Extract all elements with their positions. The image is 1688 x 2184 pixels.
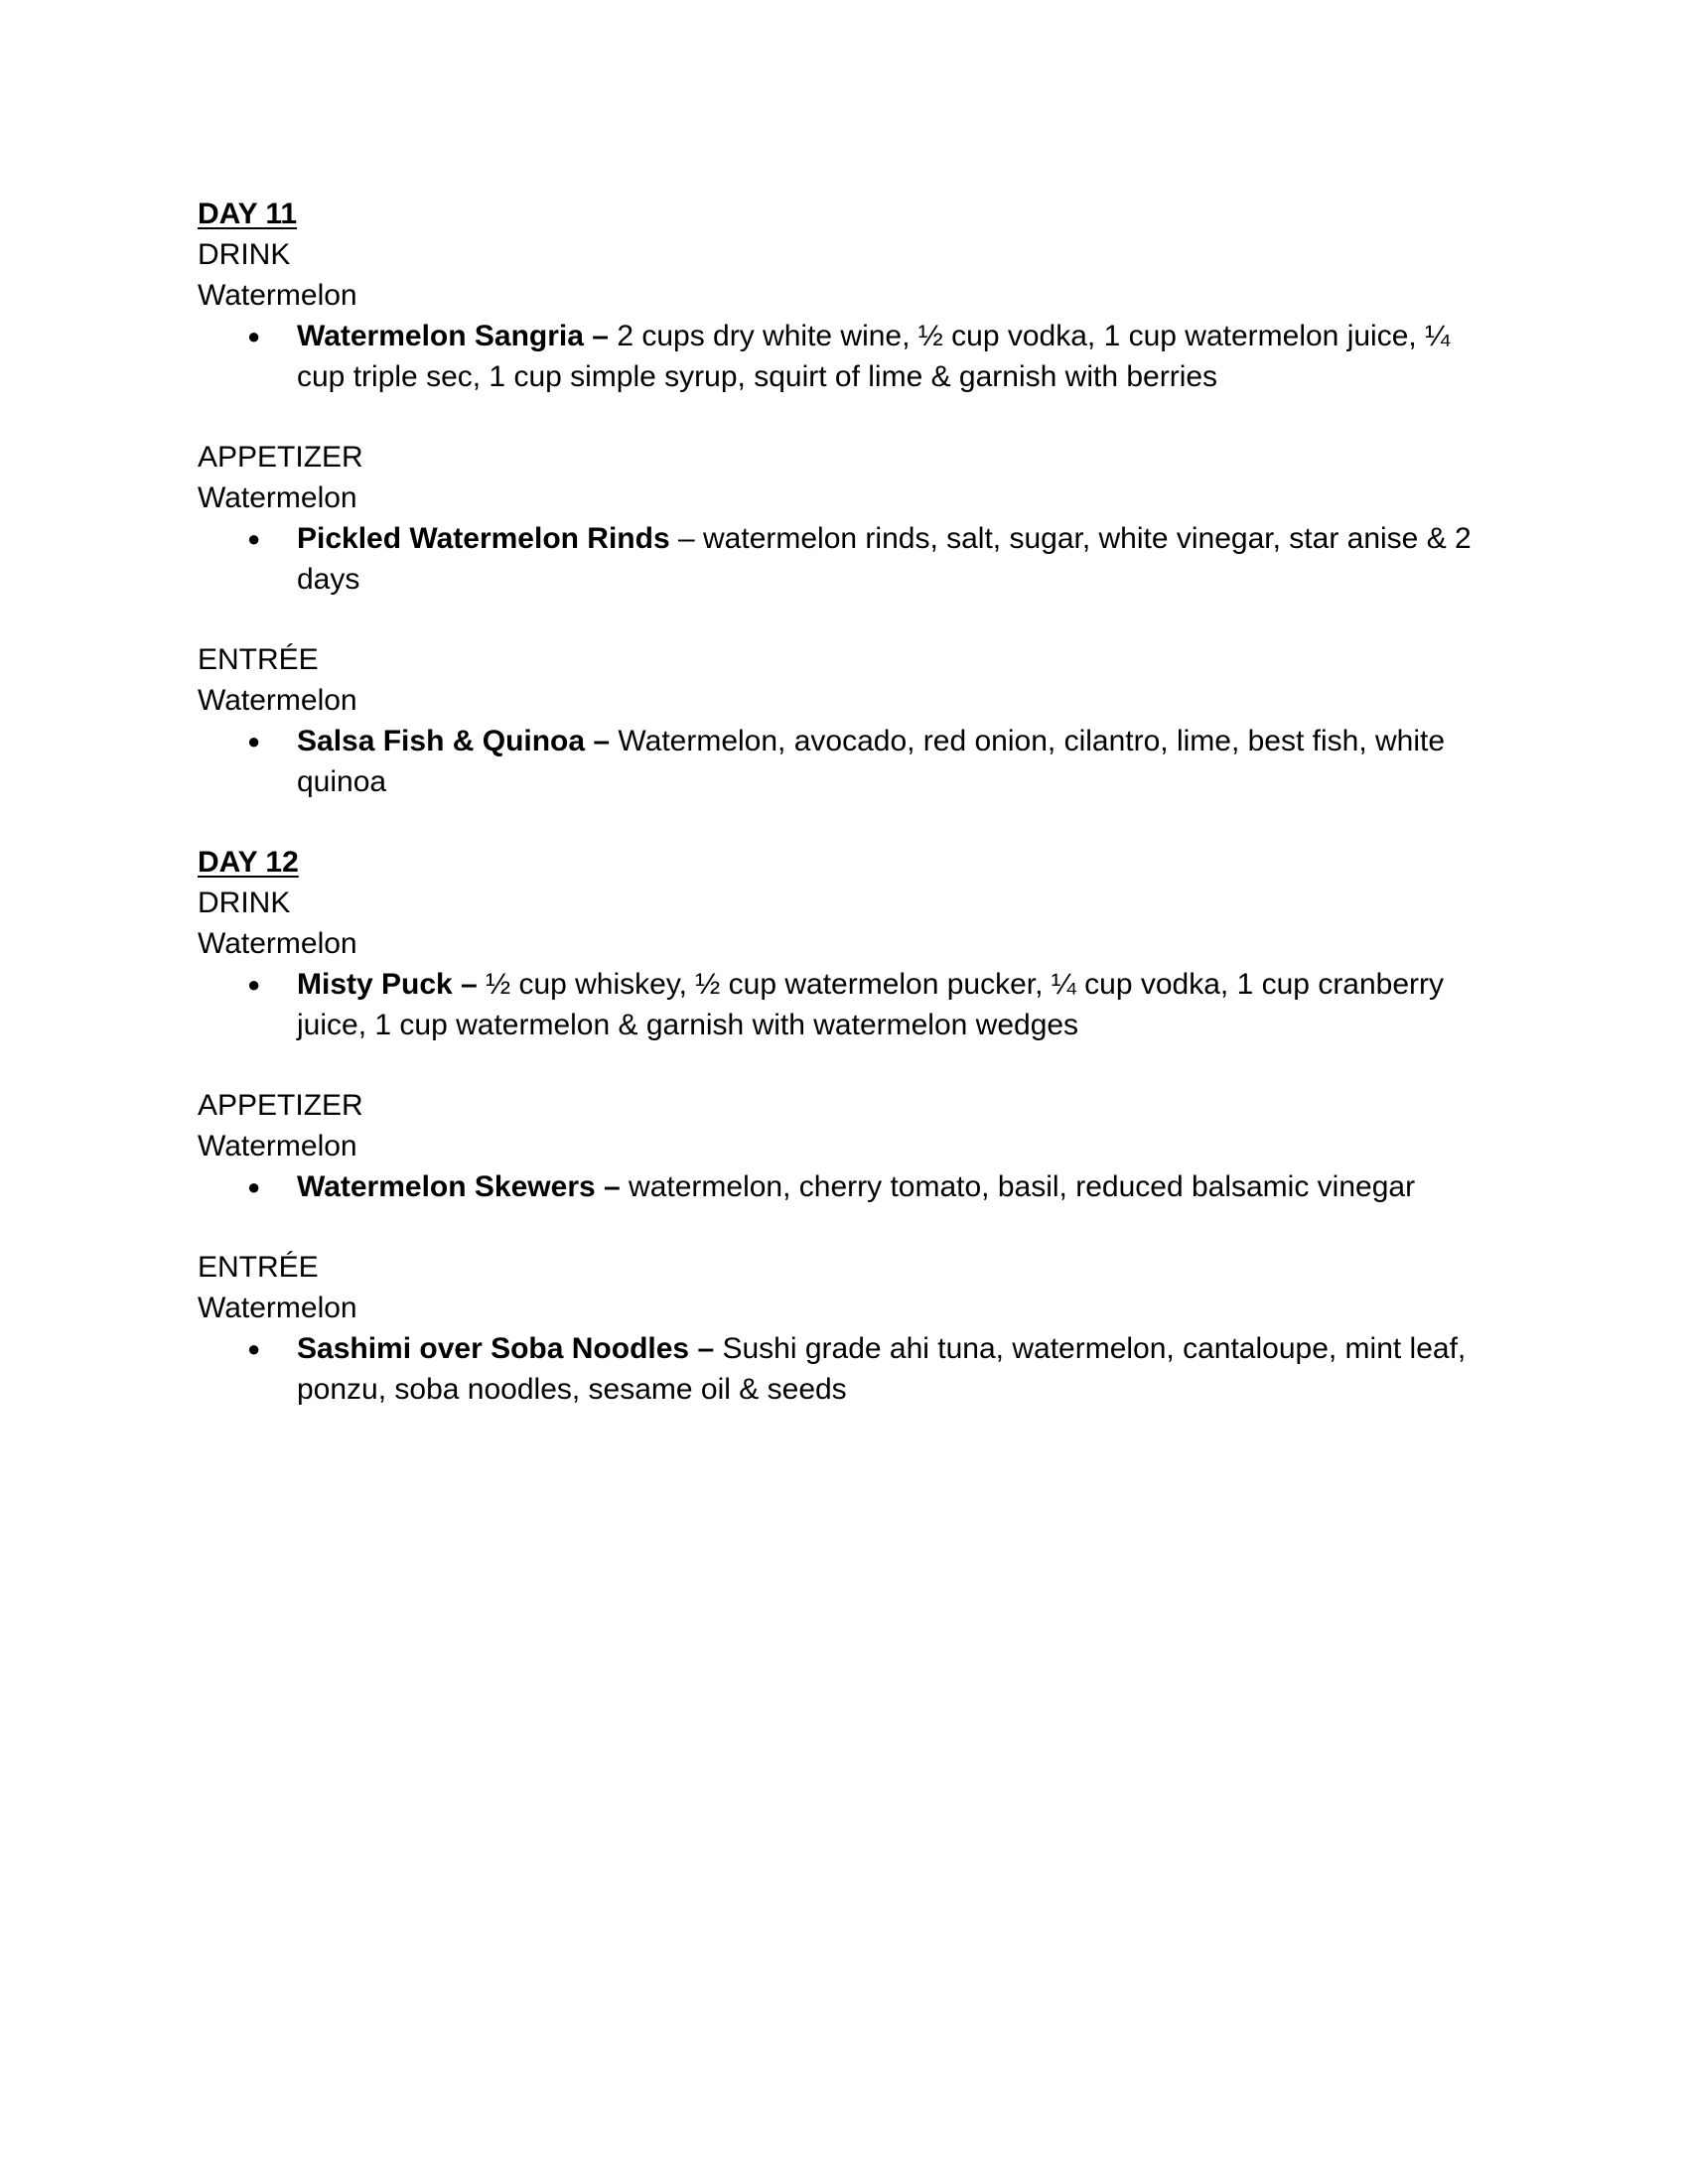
bullet-icon: ● (247, 1336, 261, 1361)
course-category: APPETIZER (198, 1089, 363, 1122)
day-section (198, 194, 1498, 802)
course-drink (198, 234, 1498, 397)
bullet-icon: ● (247, 1174, 261, 1199)
course-theme: Watermelon (198, 481, 357, 514)
item-name: Sashimi over Soba Noodles – (297, 1332, 715, 1365)
course-theme: Watermelon (198, 927, 357, 960)
item-description: watermelon, cherry tomato, basil, reduced balsamic vinegar (620, 1170, 1416, 1203)
day-heading: DAY 11 (198, 198, 298, 230)
item-description: Sushi grade ahi tuna, watermelon, cantaloupe, mint leaf, ponzu, soba noodles, sesame oil & seeds (297, 1332, 1467, 1406)
course-theme: Watermelon (198, 1292, 357, 1324)
day-heading: DAY 12 (198, 846, 299, 879)
item-list (198, 964, 1498, 1045)
course-appetizer (198, 1085, 1498, 1207)
item-description: – watermelon rinds, salt, sugar, white vinegar, star anise & 2 days (297, 522, 1472, 596)
course-theme: Watermelon (198, 684, 357, 717)
course-theme: Watermelon (198, 1130, 357, 1162)
item-list (198, 1166, 1498, 1207)
bullet-icon: ● (247, 729, 261, 753)
course-category: APPETIZER (198, 441, 363, 474)
bullet-icon: ● (247, 526, 261, 551)
course-category: DRINK (198, 238, 291, 271)
item-name: Misty Puck – (297, 968, 478, 1001)
course-drink (198, 883, 1498, 1045)
course-entree (198, 639, 1498, 802)
item-name: Watermelon Sangria – (297, 320, 609, 352)
list-item (198, 721, 1498, 802)
item-list (198, 518, 1498, 600)
list-item (198, 1166, 1498, 1207)
course-appetizer (198, 437, 1498, 600)
bullet-icon: ● (247, 972, 261, 997)
course-category: ENTRÉE (198, 1251, 319, 1284)
menu-document (198, 194, 1498, 1449)
list-item (198, 964, 1498, 1045)
item-description: ½ cup whiskey, ½ cup watermelon pucker, ¼ cup vodka, 1 cup cranberry juice, 1 cup watermelon & garnish with watermelon wedges (297, 968, 1445, 1041)
list-item (198, 518, 1498, 600)
item-description: Watermelon, avocado, red onion, cilantro, lime, best fish, white quinoa (297, 725, 1446, 798)
course-theme: Watermelon (198, 279, 357, 312)
item-list (198, 316, 1498, 397)
item-name: Pickled Watermelon Rinds (297, 522, 670, 555)
course-entree (198, 1247, 1498, 1410)
item-description: 2 cups dry white wine, ½ cup vodka, 1 cup watermelon juice, ¼ cup triple sec, 1 cup simple syrup, squirt of lime & garnish with berries (297, 320, 1451, 393)
item-name: Salsa Fish & Quinoa – (297, 725, 611, 757)
list-item (198, 1328, 1498, 1410)
course-category: DRINK (198, 887, 291, 919)
list-item (198, 316, 1498, 397)
item-name: Watermelon Skewers – (297, 1170, 621, 1203)
item-list (198, 721, 1498, 802)
bullet-icon: ● (247, 324, 261, 348)
course-category: ENTRÉE (198, 643, 319, 676)
day-section (198, 842, 1498, 1410)
item-list (198, 1328, 1498, 1410)
